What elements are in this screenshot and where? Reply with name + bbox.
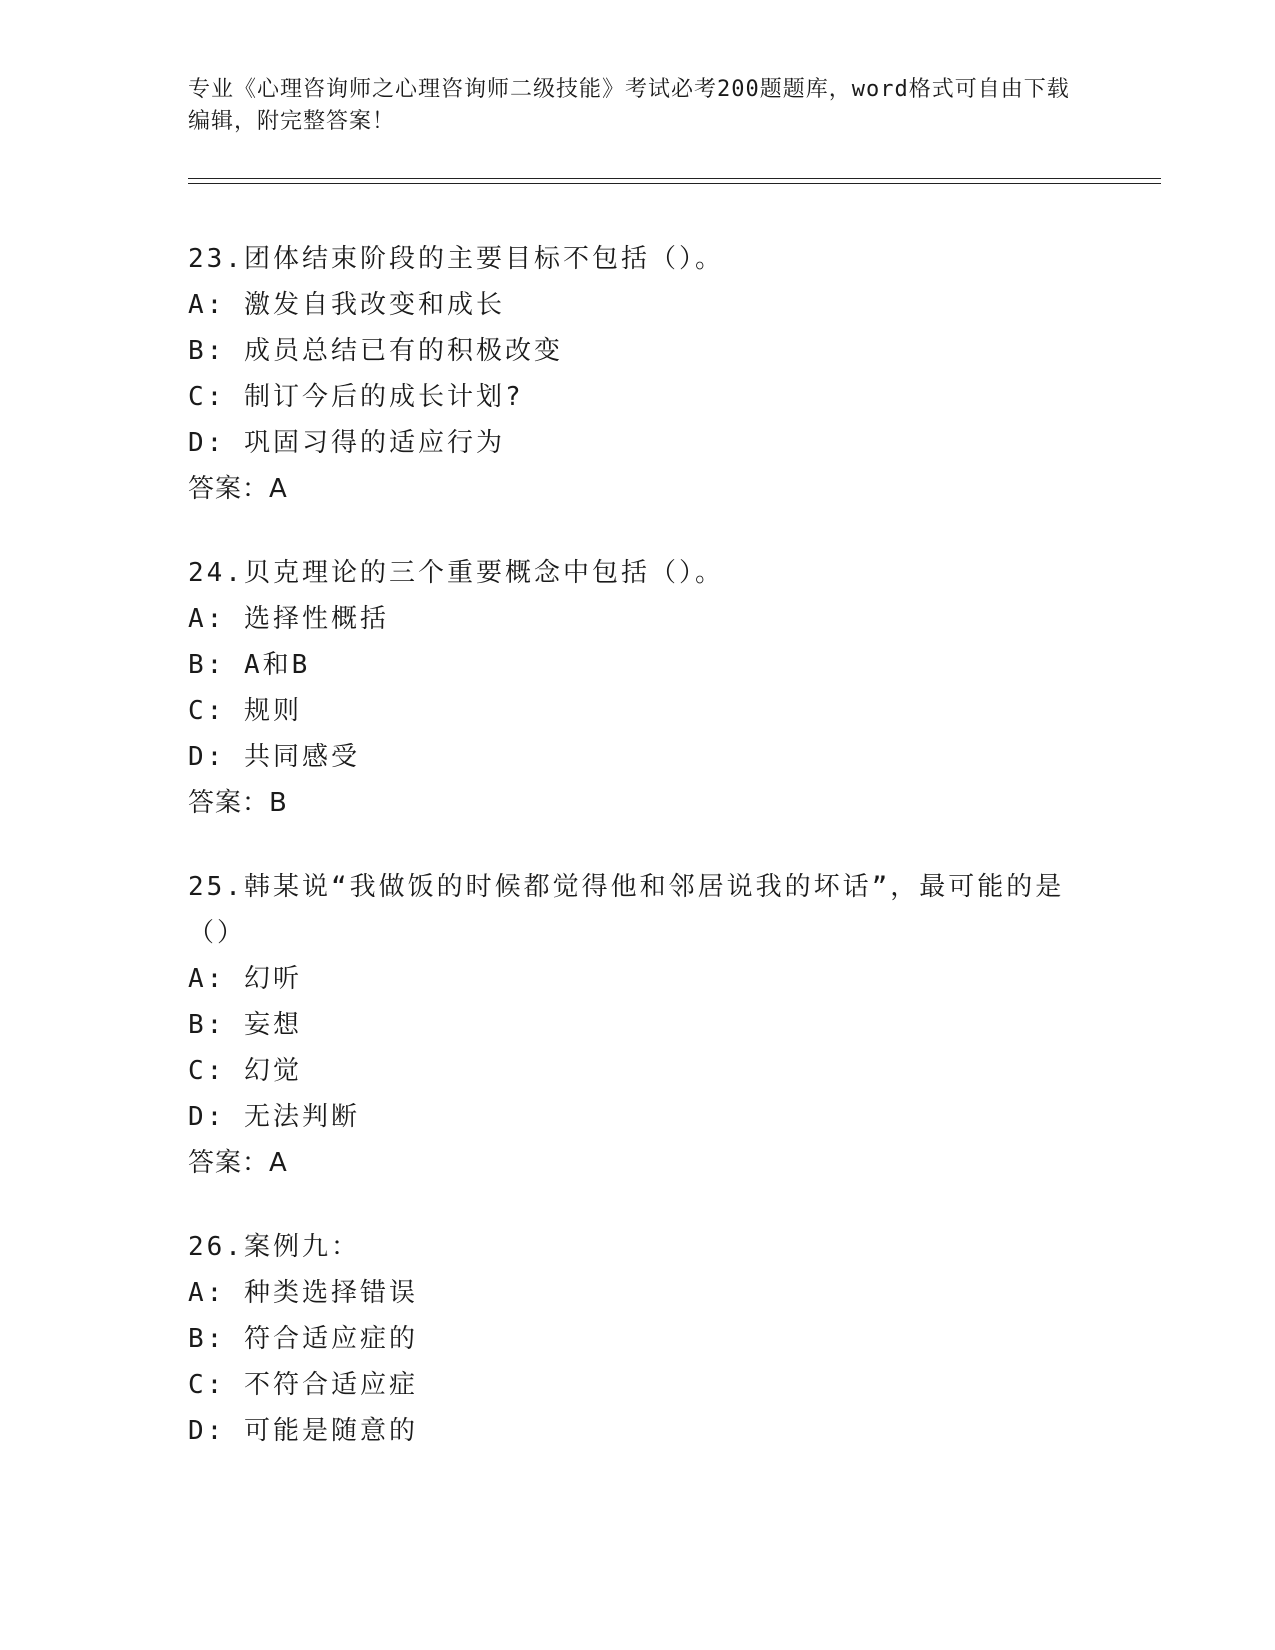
- question-title: 23.团体结束阶段的主要目标不包括（）。: [188, 244, 724, 274]
- option-a: A: 激发自我改变和成长: [188, 290, 505, 320]
- header-rule-bottom: [188, 183, 1161, 184]
- option-c: C: 制订今后的成长计划?: [188, 382, 524, 412]
- option-b: B: 符合适应症的: [188, 1324, 418, 1354]
- question-title: 24.贝克理论的三个重要概念中包括（）。: [188, 558, 724, 588]
- option-a: A: 幻听: [188, 964, 302, 994]
- question-25: [188, 864, 1088, 1186]
- answer: 答案：A: [188, 474, 288, 504]
- option-b: B: 成员总结已有的积极改变: [188, 336, 563, 366]
- answer: 答案：B: [188, 788, 288, 818]
- option-c: C: 规则: [188, 696, 302, 726]
- answer: 答案：A: [188, 1148, 288, 1178]
- option-d: D: 可能是随意的: [188, 1416, 418, 1446]
- question-title: 26.案例九：: [188, 1232, 360, 1262]
- question-26: [188, 1224, 1088, 1454]
- question-list: [188, 236, 1088, 1492]
- option-a: A: 选择性概括: [188, 604, 389, 634]
- question-23: [188, 236, 1088, 512]
- question-title: 25.韩某说“我做饭的时候都觉得他和邻居说我的坏话”，最可能的是（）: [188, 872, 1065, 948]
- option-c: C: 幻觉: [188, 1056, 302, 1086]
- option-c: C: 不符合适应症: [188, 1370, 418, 1400]
- header-rule-top: [188, 178, 1161, 179]
- document-header: 专业《心理咨询师之心理咨询师二级技能》考试必考200题题库，word格式可自由下载编辑，附完整答案！: [188, 77, 1070, 134]
- option-b: B: A和B: [188, 650, 311, 680]
- option-d: D: 无法判断: [188, 1102, 360, 1132]
- option-b: B: 妄想: [188, 1010, 302, 1040]
- option-a: A: 种类选择错误: [188, 1278, 418, 1308]
- question-24: [188, 550, 1088, 826]
- option-d: D: 共同感受: [188, 742, 360, 772]
- option-d: D: 巩固习得的适应行为: [188, 428, 505, 458]
